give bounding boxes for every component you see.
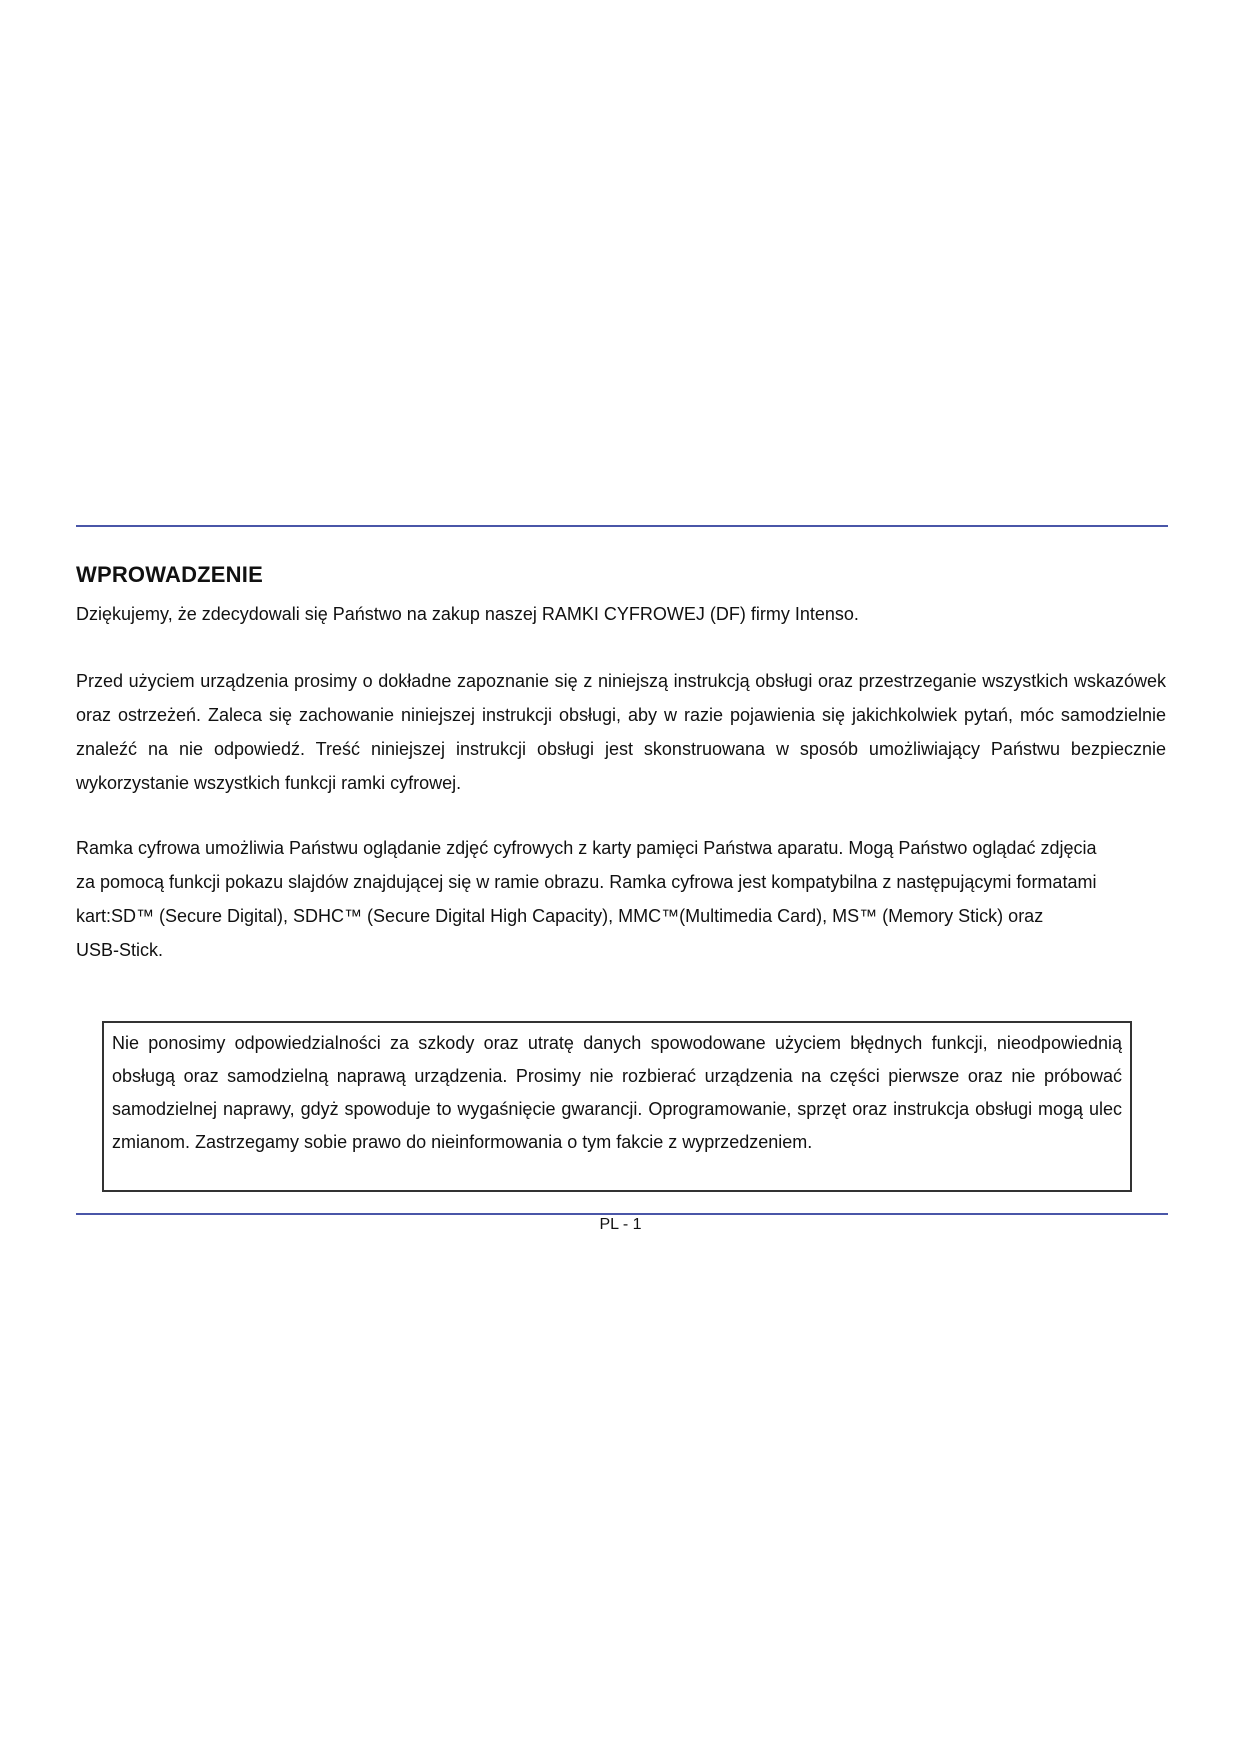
usage-paragraph: Przed użyciem urządzenia prosimy o dokładne zapoznanie się z niniejszą instrukcją obsługi oraz przestrzeganie wszystkich wskazówek oraz ostrzeżeń. Zaleca się zachowanie niniejszej instrukcji obsługi, aby w razie pojawienia się jakichkolwiek pytań, móc samodzielnie znaleźć na nie odpowiedź. Treść niniejszej instrukcji obsługi jest skonstruowana w sposób umożliwiający Państwu bezpiecznie wykorzystanie wszystkich funkcji ramki cyfrowej. <box>76 671 1166 793</box>
page-number: PL - 1 <box>599 1216 642 1233</box>
disclaimer-text: Nie ponosimy odpowiedzialności za szkody oraz utratę danych spowodowane użyciem błędnych funkcji, nieodpowiednią obsługą oraz samodzielną naprawą urządzenia. Prosimy nie rozbierać urządzenia na części pierwsze oraz nie próbować samodzielnej naprawy, gdyż spowoduje to wygaśnięcie gwarancji. Oprogramowanie, sprzęt oraz instrukcja obsługi mogą ulec zmianom. Zastrzegamy sobie prawo do nieinformowania o tym fakcie z wyprzedzeniem. <box>112 1033 1122 1152</box>
frame-paragraph-line: kart:SD™ (Secure Digital), SDHC™ (Secure Digital High Capacity), MMC™(Multimedia Card), MS™ (Memory Stick) oraz <box>76 906 1044 926</box>
frame-paragraph-line: USB-Stick. <box>76 940 164 960</box>
disclaimer-box <box>102 1021 1132 1192</box>
frame-paragraph <box>76 831 1166 967</box>
frame-paragraph-line: za pomocą funkcji pokazu slajdów znajdującej się w ramie obrazu. Ramka cyfrowa jest kompatybilna z następującymi formatami <box>76 872 1097 892</box>
intro-paragraph: Dziękujemy, że zdecydowali się Państwo na zakup naszej RAMKI CYFROWEJ (DF) firmy Intenso. <box>76 604 859 624</box>
bottom-divider <box>76 1213 1168 1215</box>
frame-paragraph-line: Ramka cyfrowa umożliwia Państwu oglądanie zdjęć cyfrowych z karty pamięci Państwa aparatu. Mogą Państwo oglądać zdjęcia <box>76 838 1097 858</box>
section-heading: WPROWADZENIE <box>76 562 263 587</box>
top-divider <box>76 525 1168 527</box>
